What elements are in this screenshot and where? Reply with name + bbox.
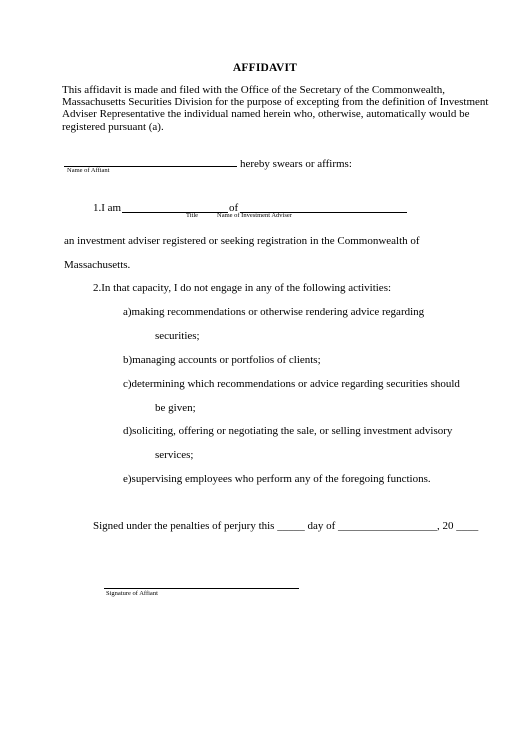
adviser-name-label: Name of Investment Adviser <box>217 212 292 219</box>
signed-statement[interactable]: Signed under the penalties of perjury this _____ day of __________________, 20 ____ <box>93 520 479 532</box>
item-1-of: of <box>229 202 239 214</box>
activity-d-cont: services; <box>155 449 194 461</box>
activity-b: b)managing accounts or portfolios of clients; <box>123 354 321 366</box>
signature-line[interactable] <box>104 588 299 589</box>
intro-line: Adviser Representative the individual named herein who, otherwise, automatically would be <box>62 108 470 121</box>
item-1-continuation: an investment adviser registered or seeking registration in the Commonwealth of <box>64 235 420 247</box>
activity-a-cont: securities; <box>155 330 200 342</box>
swears-text: hereby swears or affirms: <box>240 158 352 170</box>
intro-line: This affidavit is made and filed with the Office of the Secretary of the Commonwealth, <box>62 84 445 96</box>
affiant-name-label: Name of Affiant <box>67 167 110 174</box>
item-1-continuation: Massachusetts. <box>64 259 131 271</box>
item-1-prefix: 1.I am <box>93 202 122 214</box>
intro-line: Massachusetts Securities Division for the purpose of excepting from the definition of Investment <box>62 96 489 109</box>
activity-c: c)determining which recommendations or advice regarding securities should <box>123 378 460 390</box>
activity-d: d)soliciting, offering or negotiating the sale, or selling investment advisory <box>123 425 453 437</box>
activity-c-cont: be given; <box>155 402 196 414</box>
intro-paragraph <box>62 84 489 133</box>
activity-e: e)supervising employees who perform any of the foregoing functions. <box>123 473 431 485</box>
title-line[interactable] <box>122 212 228 213</box>
item-2: 2.In that capacity, I do not engage in any of the following activities: <box>93 282 392 294</box>
document-title: AFFIDAVIT <box>232 62 298 74</box>
title-label: Title <box>186 212 199 219</box>
activity-a: a)making recommendations or otherwise rendering advice regarding <box>123 306 425 318</box>
intro-line: registered pursuant (a). <box>62 120 164 133</box>
signature-label: Signature of Affiant <box>106 590 158 597</box>
